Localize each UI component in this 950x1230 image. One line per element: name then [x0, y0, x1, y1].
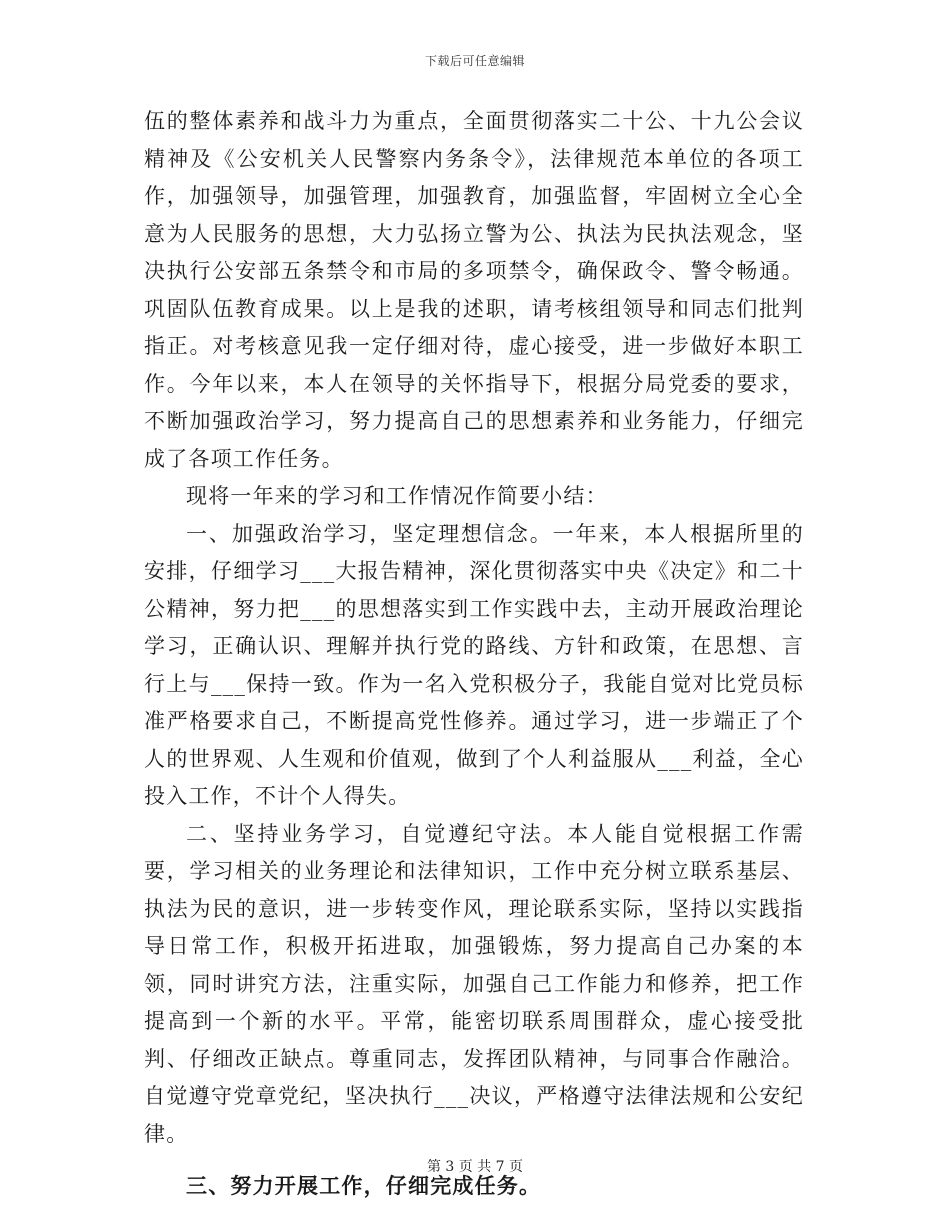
paragraph-section-one: 一、加强政治学习，坚定理想信念。一年来，本人根据所里的安排，仔细学习___大报告精神，深化贯彻落实中央《决定》和二十公精神，努力把___的思想落实到工作实践中去，主动开展政治理论学习，正确认识、理解并执行党的路线、方针和政策，在思想、言行上与___保持一致。作为一名入党积极分子，我能自觉对比党员标准严格要求自己，不断提高党性修养。通过学习，进一步端正了个人的世界观、人生观和价值观，做到了个人利益服从___利益，全心投入工作，不计个人得失。 — [144, 521, 804, 808]
section-heading-three: 三、努力开展工作，仔细完成任务。 — [186, 1173, 542, 1198]
paragraph-section-two: 二、坚持业务学习，自觉遵纪守法。本人能自觉根据工作需要，学习相关的业务理论和法律知识，工作中充分树立联系基层、执法为民的意识，进一步转变作风，理论联系实际，坚持以实践指导日常工作，积极开拓进取，加强锻炼，努力提高自己办案的本领，同时讲究方法，注重实际，加强自己工作能力和修养，把工作提高到一个新的水平。平常，能密切联系周围群众，虚心接受批判、仔细改正缺点。尊重同志，发挥团队精神，与同事合作融洽。自觉遵守党章党纪，坚决执行___决议，严格遵守法律法规和公安纪律。 — [144, 821, 804, 1146]
paragraph-summary-intro: 现将一年来的学习和工作情况作简要小结： — [186, 484, 608, 508]
document-body — [144, 103, 804, 1205]
page-footer: 第 3 页 共 7 页 — [426, 1159, 524, 1175]
page-header: 下载后可任意编辑 — [424, 54, 525, 68]
paragraph-continuation: 伍的整体素养和战斗力为重点，全面贯彻落实二十公、十九公会议精神及《公安机关人民警察内务条令》，法律规范本单位的各项工作，加强领导，加强管理，加强教育，加强监督，牢固树立全心全意为人民服务的思想，大力弘扬立警为公、执法为民执法观念，坚决执行公安部五条禁令和市局的多项禁令，确保政令、警令畅通。巩固队伍教育成果。以上是我的述职，请考核组领导和同志们批判指正。对考核意见我一定仔细对待，虚心接受，进一步做好本职工作。今年以来，本人在领导的关怀指导下，根据分局党委的要求，不断加强政治学习，努力提高自己的思想素养和业务能力，仔细完成了各项工作任务。 — [144, 109, 804, 471]
